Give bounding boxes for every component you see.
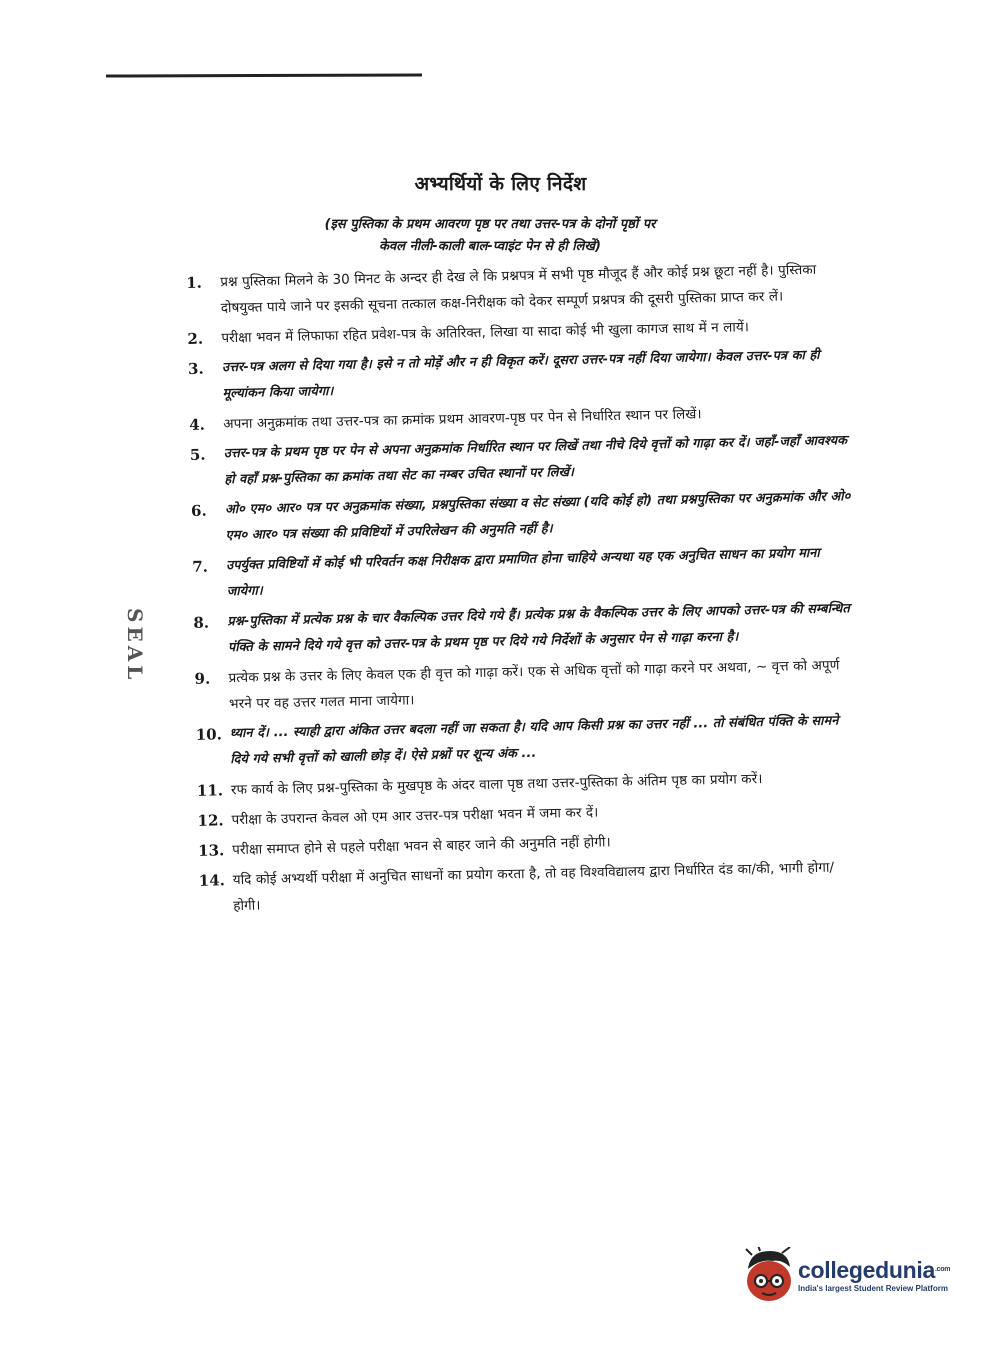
instruction-text: अपना अनुक्रमांक तथा उत्तर-पत्र का क्रमांक प्रथम आवरण-पृष्ठ पर पेन से निर्धारित स्थान पर लिखें। [223, 406, 702, 433]
instruction-text: प्रत्येक प्रश्न के उत्तर के लिए केवल एक ही वृत्त को गाढ़ा करें। एक से अधिक वृत्तों को गाढ़ा करने पर अथवा, ~ वृत्त को अपूर्ण भरने पर वह उत्तर गलत माना जायेगा। [228, 657, 840, 713]
instruction-number: 13. [197, 841, 225, 860]
instruction-number: 8. [193, 613, 210, 632]
instruction-number: 14. [198, 871, 226, 890]
instruction-text: परीक्षा समाप्त होने से पहले परीक्षा भवन से बाहर जाने की अनुमति नहीं होगी। [231, 834, 611, 859]
instruction-number: 12. [197, 811, 224, 830]
subtitle [250, 214, 730, 258]
collegedunia-logo[interactable] [742, 1246, 972, 1306]
instruction-item [190, 428, 851, 494]
instruction-text: उत्तर-पत्र अलग से दिया गया है। इसे न तो मोड़ें और न ही विकृत करें। दूसरा उत्तर-पत्र नहीं दिया जायेगा। केवल उत्तर-पत्र का ही मूल्यांकन किया जायेगा। [221, 347, 820, 402]
instruction-text: प्रश्न-पुस्तिका में प्रत्येक प्रश्न के चार वैकल्पिक उत्तर दिये गये हैं। प्रत्येक प्रश्न के वैकल्पिक उत्तर के लिए आपको उत्तर-पत्र की सम्बन्धित पंक्ति के सामने दिये गये वृत्त को उत्तर-पत्र के प्रथम पृष्ठ पर दिये गये निर्देशों के अनुसार पेन से गाढ़ा करना है। [227, 601, 850, 656]
instruction-text: उत्तर-पत्र के प्रथम पृष्ठ पर पेन से अपना अनुक्रमांक निर्धारित स्थान पर लिखें तथा नीचे दिये वृत्तों को गाढ़ा कर दें। जहाँ-जहाँ आवश्यक हो वहाँ प्रश्न-पुस्तिका का क्रमांक तथा सेट का नम्बर उचित स्थानों पर लिखें। [223, 433, 848, 488]
instruction-text: यदि कोई अभ्यर्थी परीक्षा में अनुचित साधनों का प्रयोग करता है, तो वह विश्वविद्यालय द्वारा निर्धारित दंड का/की, भागी होगा/होगी। [232, 859, 835, 915]
instruction-number: 6. [190, 501, 207, 520]
instruction-number: 4. [189, 415, 206, 434]
subtitle-line-2: केवल नीली-काली बाल-प्वाइंट पेन से ही लिखें) [379, 239, 601, 254]
instruction-number: 2. [187, 329, 204, 348]
logo-text [798, 1257, 950, 1295]
instruction-text: उपर्युक्त प्रविष्टियों में कोई भी परिवर्तन कक्ष निरीक्षक द्वारा प्रमाणित होना चाहिये अन्यथा यह एक अनुचित साधन का प्रयोग माना जायेगा। [226, 545, 820, 600]
instruction-item [195, 708, 856, 774]
instruction-text: परीक्षा भवन में लिफाफा रहित प्रवेश-पत्र के अतिरिक्त, लिखा या सादा कोई भी खुला कागज साथ में न लायें। [221, 319, 750, 347]
instruction-item [191, 484, 852, 550]
instruction-text: रफ कार्य के लिए प्रश्न-पुस्तिका के मुखपृष्ठ के अंदर वाला पृष्ठ तथा उत्तर-पुस्तिका के अंतिम पृष्ठ का प्रयोग करें। [230, 771, 763, 799]
instruction-number: 5. [189, 445, 206, 464]
page-title: अभ्यर्थियों के लिए निर्देश [414, 173, 587, 195]
instruction-item [188, 342, 849, 408]
seal-stamp: SEAL [123, 608, 147, 684]
instruction-text: ध्यान दें। ... स्याही द्वारा अंकित उत्तर बदला नहीं जा सकता है। यदि आप किसी प्रश्न का उत्तर नहीं ... तो संबंधित पंक्ति के सामने दिये गये सभी वृत्तों को खाली छोड़ दें। ऐसे प्रश्नों पर शून्य अंक ... [229, 713, 839, 768]
instruction-number: 10. [195, 725, 223, 744]
top-rule [106, 73, 422, 77]
instruction-text: ओ० एम० आर० पत्र पर अनुक्रमांक संख्या, प्रश्नपुस्तिका संख्या व सेट संख्या (यदि कोई हो) तथा प्रश्नपुस्तिका पर अनुक्रमांक और ओ० एम० आर० पत्र संख्या की प्रविष्टियों में उपरिलेखन की अनुमति नहीं है। [224, 489, 851, 544]
instruction-item [199, 854, 860, 920]
instruction-item [192, 540, 853, 606]
logo-wordmark: collegedunia$^{.com}$ [798, 1257, 951, 1283]
mascot-face-icon [742, 1247, 796, 1305]
instruction-number: 1. [186, 273, 203, 292]
instructions-list [186, 256, 860, 924]
logo-tagline: India's largest Student Review Platform [798, 1284, 948, 1293]
logo-domain: .com [934, 1266, 951, 1273]
instruction-number: 7. [192, 557, 209, 576]
instruction-text: प्रश्न पुस्तिका मिलने के 30 मिनट के अन्दर ही देख ले कि प्रश्नपत्र में सभी पृष्ठ मौजूद हैं और कोई प्रश्न छूटा नहीं है। पुस्तिका दोषयुक्त पाये जाने पर इसकी सूचना तत्काल कक्ष-निरीक्षक को देकर सम्पूर्ण प्रश्नपत्र की दूसरी पुस्तिका प्राप्त कर लें। [220, 261, 817, 317]
instruction-item [193, 596, 854, 662]
instruction-number: 9. [194, 669, 211, 688]
instruction-number: 3. [187, 359, 204, 378]
instruction-item [186, 256, 847, 322]
instruction-text: परीक्षा के उपरान्त केवल ओ एम आर उत्तर-पत्र परीक्षा भवन में जमा कर दें। [231, 804, 599, 829]
instruction-item [194, 652, 855, 718]
subtitle-line-1: (इस पुस्तिका के प्रथम आवरण पृष्ठ पर तथा उत्तर-पत्र के दोनों पृष्ठों पर [324, 217, 656, 232]
instruction-number: 11. [196, 781, 224, 800]
